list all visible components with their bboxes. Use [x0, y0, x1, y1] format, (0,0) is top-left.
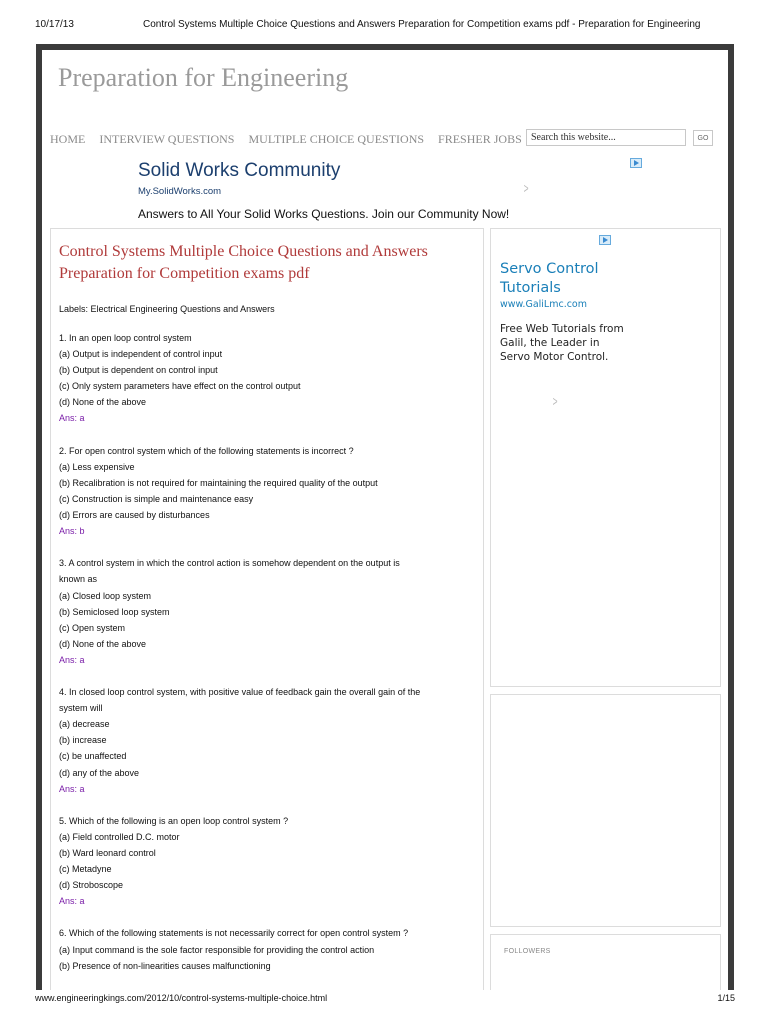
question-text-cont: system will	[59, 703, 103, 714]
search-input[interactable]: Search this website...	[526, 129, 686, 146]
main-nav	[50, 132, 533, 147]
print-date: 10/17/13	[35, 19, 74, 30]
option: (b) Ward leonard control	[59, 848, 156, 858]
answer: Ans: b	[59, 526, 85, 537]
print-page-number: 1/15	[717, 993, 735, 1003]
sidebar-ad-text: Free Web Tutorials from Galil, the Leader in Servo Motor Control.	[500, 323, 624, 363]
option: (c) be unaffected	[59, 751, 127, 762]
adchoices-icon[interactable]	[599, 235, 611, 245]
answer: Ans: a	[59, 654, 85, 665]
option: (a) Field controlled D.C. motor	[59, 831, 180, 842]
ad-url[interactable]: My.SolidWorks.com	[138, 186, 222, 197]
print-header	[0, 0, 768, 40]
option: (d) any of the above	[59, 767, 140, 778]
blog-page	[42, 50, 728, 990]
option: (b) Output is dependent on control input	[59, 365, 218, 376]
option: (d) Stroboscope	[59, 880, 124, 891]
question-text: 1. In an open loop control system	[59, 333, 192, 343]
answer: Ans: a	[59, 413, 85, 424]
option: (d) None of the above	[59, 638, 147, 649]
sidebar-ad-widget	[490, 228, 721, 687]
option: (c) Metadyne	[59, 864, 112, 875]
print-footer	[0, 990, 768, 1024]
nav-home[interactable]: HOME	[50, 132, 86, 146]
nav-interview-questions[interactable]: INTERVIEW QUESTIONS	[99, 132, 235, 146]
labels-link[interactable]: Electrical Engineering Questions and Answers	[90, 304, 275, 314]
chevron-right-icon[interactable]: >	[552, 393, 558, 409]
nav-fresher-jobs[interactable]: FRESHER JOBS	[438, 132, 522, 146]
question-text: 4. In closed loop control system, with positive value of feedback gain the overall gain of the	[59, 687, 421, 698]
question-text: 6. Which of the following statements is not necessarily correct for open control system ?	[59, 928, 409, 939]
question-list	[59, 330, 479, 974]
option: (d) None of the above	[59, 397, 147, 408]
option: (b) Semiclosed loop system	[59, 606, 170, 617]
question-text: 5. Which of the following is an open loop control system ?	[59, 815, 289, 826]
search-go-button[interactable]: GO	[693, 130, 713, 146]
option: (d) Errors are caused by disturbances	[59, 510, 210, 521]
adchoices-icon[interactable]	[630, 158, 642, 168]
option: (c) Open system	[59, 622, 126, 633]
question-text-cont: known as	[59, 574, 98, 585]
option: (b) increase	[59, 735, 107, 746]
post-title: Control Systems Multiple Choice Questions and Answers Preparation for Competition exams pdf	[59, 243, 428, 282]
option: (b) Presence of non-linearities causes malfunctioning	[59, 960, 271, 971]
answer: Ans: a	[59, 783, 85, 794]
sidebar-ad-url[interactable]: www.GaliLmc.com	[500, 299, 587, 310]
question-text: 3. A control system in which the control action is somehow dependent on the output is	[59, 558, 400, 569]
option: (a) decrease	[59, 719, 110, 730]
option: (a) Closed loop system	[59, 590, 152, 601]
chevron-right-icon[interactable]: >	[523, 180, 529, 196]
ad-title[interactable]: Solid Works Community	[138, 160, 341, 181]
nav-multiple-choice-questions[interactable]: MULTIPLE CHOICE QUESTIONS	[248, 132, 425, 146]
post-labels	[59, 304, 275, 314]
ad-text: Answers to All Your Solid Works Questions. Join our Community Now!	[138, 207, 510, 221]
followers-heading: FOLLOWERS	[504, 948, 551, 955]
labels-prefix: Labels:	[59, 304, 89, 314]
answer: Ans: a	[59, 896, 85, 907]
option: (a) Less expensive	[59, 461, 135, 472]
followers-widget	[490, 934, 721, 990]
post-container	[50, 228, 484, 990]
print-title: Control Systems Multiple Choice Questions and Answers Preparation for Competition exams pdf - Preparation for Engineering	[143, 19, 701, 30]
site-title[interactable]: Preparation for Engineering	[58, 63, 349, 92]
sidebar-ad-title[interactable]: Servo Control Tutorials	[500, 261, 599, 296]
option: (b) Recalibration is not required for maintaining the required quality of the output	[59, 477, 378, 488]
option: (a) Input command is the sole factor responsible for providing the control action	[59, 944, 375, 955]
option: (c) Construction is simple and maintenance easy	[59, 493, 254, 504]
print-url: www.engineeringkings.com/2012/10/control-systems-multiple-choice.html	[35, 993, 328, 1003]
sidebar-empty-widget	[490, 694, 721, 927]
question-text: 2. For open control system which of the following statements is incorrect ?	[59, 445, 354, 456]
option: (c) Only system parameters have effect on the control output	[59, 381, 301, 392]
option: (a) Output is independent of control input	[59, 349, 223, 360]
